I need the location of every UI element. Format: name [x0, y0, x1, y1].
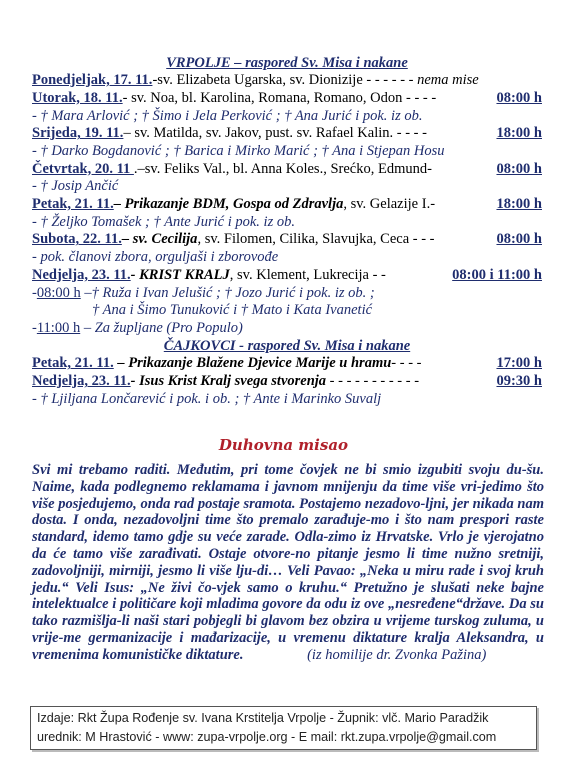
mass-time: 08:00 h [496, 231, 542, 248]
saints-text: .–sv. Feliks Val., bl. Anna Koles., Srećko, Edmund- [133, 160, 432, 177]
feast-text: – sv. Cecilija [121, 231, 198, 248]
thought-text: Svi mi trebamo raditi. Međutim, pri tome čovjek ne bi smio izgubiti svoju du-šu. Naime, kada podlegnemo reklamama i javnom mnijenju da time više vri-jedimo što više posjedujemo, onda rad postaje sramota. Postajemo nezadovo-ljni, jer nikada nam dosta. I onda, nezadovoljni time što premalo zarađuje-mo i što nam prespori raste standard, idemo tamo gdje su veće zarade. Odla-zimo iz Hrvatske. Vrlo je vjerojatno da će tamo više zarađivati. Ostaje otvore-no pitanje jesmo li time nužno sretniji, zadovoljniji, mirniji, jesmo li više lju-di… Veli Pavao: „Neka u miru rade i svoj kruh jedu.“ Veli Isus: „Ne živi čo-vjek samo o kruhu.“ Pretužno je slušati neke bajne intelektualce i političare koji mladima govore da odu iz ove „nesređene“države. Da su tako razmišlja-li naši stari pobjegli bi glavom bez obzira u vrijeme turskog zuluma, u vrije-me germanizacije i mađarizacije, u vremenu diktature kralja Aleksandra, u vremenima komunističke diktature. [32, 462, 544, 663]
mass-time: 08:00 h [496, 160, 542, 177]
feast-text: - Isus Krist Kralj svega stvorenja [130, 373, 327, 390]
schedule-line-friday [32, 196, 542, 214]
intentions-tuesday: - † Mara Arlović ; † Šimo i Jela Perković ; † Ana Jurić i pok. iz ob. [32, 107, 423, 124]
saints-text: - sv. Noa, bl. Karolina, Romana, Romano, Odon - - - - [122, 89, 437, 106]
day-label: Nedjelja, 23. 11. [32, 266, 131, 283]
saints-text: -sv. Elizabeta Ugarska, sv. Dionizije - - - - - - [152, 72, 418, 88]
mass-time: 08:00 h [36, 284, 81, 301]
day-label: Petak, 21. 11. [32, 195, 114, 212]
mass-time: 09:30 h [496, 373, 542, 390]
schedule-line-saturday [32, 231, 542, 249]
day-label: Četvrtak, 20. 11 [32, 160, 134, 177]
lead-dash: - [32, 319, 37, 336]
intentions-sunday-1100 [32, 320, 542, 338]
lead-dash: - [32, 284, 37, 301]
saints-text: , sv. Klement, Lukrecija - - [229, 266, 386, 283]
footer-line-publisher: Izdaje: Rkt Župa Rođenje sv. Ivana Krstitelja Vrpolje - Župnik: vlč. Mario Paradžik [37, 711, 489, 725]
mass-time: 08:00 h [496, 89, 542, 106]
mass-time: 17:00 h [496, 355, 542, 372]
schedule-line-tuesday [32, 90, 542, 108]
citation: (iz homilije dr. Zvonka Pažina) [307, 646, 487, 663]
mass-time: 11:00 h [36, 319, 81, 336]
intention-text: – Za župljane (Pro Populo) [80, 319, 243, 336]
dash-text: - - - - - - - - - - - [326, 373, 420, 390]
spiritual-thought-body [32, 462, 544, 664]
intentions-sunday-0800 [32, 285, 542, 303]
intentions-friday: - † Željko Tomašek ; † Ante Jurić i pok. iz ob. [32, 213, 295, 230]
day-label: Petak, 21. 11. [32, 355, 114, 372]
cajkovci-line-friday [32, 355, 542, 373]
intentions-saturday: - pok. članovi zbora, orguljaši i zborovođe [32, 249, 279, 266]
cajkovci-line-sunday [32, 373, 542, 391]
mass-time: 18:00 h [496, 125, 542, 142]
saints-text: , sv. Filomen, Cilika, Slavujka, Ceca - - - [197, 231, 435, 248]
day-label: Subota, 22. 11. [32, 231, 122, 248]
schedule-line-monday [32, 72, 542, 90]
schedule-line-sunday [32, 267, 542, 285]
schedule-line-thursday [32, 161, 542, 179]
feast-text: - KRIST KRALJ [130, 266, 230, 283]
intentions-wednesday: - † Darko Bogdanović ; † Barica i Mirko Marić ; † Ana i Stjepan Hosu [32, 142, 445, 159]
intentions-sunday-0800-cont: † Ana i Šimo Tunuković i † Mato i Kata Ivanetić [92, 302, 373, 319]
day-label: Srijeda, 19. 11. [32, 125, 124, 142]
spiritual-thought-title: Duhovna misao [218, 436, 349, 454]
dash-text: - - - - [391, 355, 422, 372]
mass-schedule [32, 54, 542, 409]
mass-time: 08:00 i 11:00 h [452, 266, 542, 283]
schedule-line-wednesday [32, 125, 542, 143]
cajkovci-heading: ČAJKOVCI - raspored Sv. Misa i nakane [163, 338, 411, 355]
saints-text: , sv. Gelazije I.- [343, 195, 436, 212]
day-label: Ponedjeljak, 17. 11. [32, 72, 153, 88]
saints-text: – sv. Matilda, sv. Jakov, pust. sv. Rafael Kalin. - - - - [123, 125, 427, 142]
intention-text: –† Ruža i Ivan Jelušić ; † Jozo Jurić i pok. iz ob. ; [80, 284, 375, 301]
publisher-footer [30, 706, 537, 750]
intentions-thursday: - † Josip Ančić [32, 178, 119, 195]
mass-time: 18:00 h [496, 195, 542, 212]
day-label: Nedjelja, 23. 11. [32, 373, 131, 390]
footer-line-contact: urednik: M Hrastović - www: zupa-vrpolje.org - E mail: rkt.zupa.vrpolje@gmail.com [37, 730, 497, 744]
feast-text: – Prikazanje Blažene Djevice Marije u hramu [113, 355, 392, 372]
intentions-cajkovci-sunday: - † Ljiljana Lončarević i pok. i ob. ; † Ante i Marinko Suvalj [32, 390, 382, 407]
feast-text: – Prikazanje BDM, Gospa od Zdravlja [113, 195, 344, 212]
day-label: Utorak, 18. 11. [32, 89, 123, 106]
note-text: nema mise [417, 72, 479, 88]
vrpolje-heading: VRPOLJE – raspored Sv. Misa i nakane [166, 55, 408, 71]
